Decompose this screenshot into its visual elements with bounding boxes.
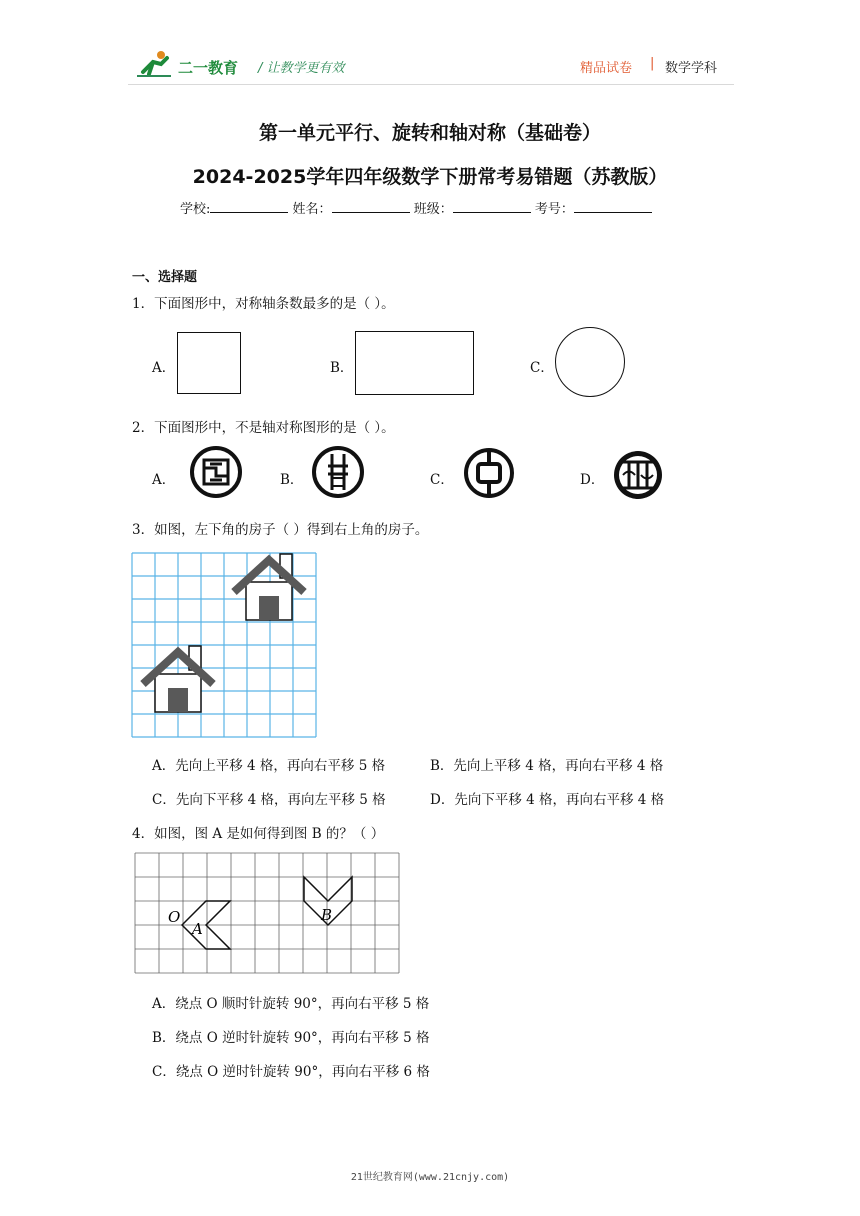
q4-stem: 4．如图，图 A 是如何得到图 B 的？（ ） [132,826,385,842]
lower-house [143,646,213,712]
q1-stem: 1．下面图形中，对称轴条数最多的是（ ）。 [132,296,395,312]
q1-option-c-label: C． [530,360,554,376]
q2-option-a-label: A． [152,472,176,488]
q2-option-d-label: D． [580,472,605,488]
page-subtitle: 2024-2025学年四年级数学下册常考易错题（苏教版） [192,166,668,188]
name-field[interactable] [332,200,410,213]
page-footer: 21世纪教育网(www.21cnjy.com) [350,1172,510,1183]
q2-stem: 2．下面图形中，不是轴对称图形的是（ ）。 [132,420,395,436]
q4-grid-figure [134,852,404,978]
q3-option-b[interactable]: B．先向上平移 4 格，再向右平移 4 格 [430,758,664,774]
page-title: 第一单元平行、旋转和轴对称（基础卷） [258,122,601,144]
header-divider: | [650,56,655,71]
q2-option-b-label: B． [280,472,304,488]
class-field[interactable] [453,200,531,213]
label-o: O [168,908,181,926]
q3-option-a[interactable]: A．先向上平移 4 格，再向右平移 5 格 [152,758,386,774]
q1-option-b-label: B． [330,360,354,376]
q1-rectangle-shape [355,331,474,395]
bank-logo-d-icon [611,448,665,502]
number-field[interactable] [574,200,652,213]
class-label: 班级： [413,202,453,217]
header-rule [128,84,734,85]
bank-logo-a-icon [188,444,244,500]
logo-text: 二一教育 [178,59,239,77]
label-a: A [192,920,203,938]
q3-stem: 3．如图，左下角的房子（ ）得到右上角的房子。 [132,522,429,538]
q1-square-shape [177,332,241,394]
student-info-line [180,198,652,217]
school-label: 学校: [180,202,211,217]
q4-option-b[interactable]: B．绕点 O 逆时针旋转 90°，再向右平移 5 格 [152,1030,430,1046]
label-b: B [321,906,333,924]
q4-option-a[interactable]: A．绕点 O 顺时针旋转 90°，再向右平移 5 格 [152,996,430,1012]
school-field[interactable] [210,200,288,213]
slogan: / 让教学更有效 [258,61,345,76]
premium-label: 精品试卷 [580,61,633,76]
q1-circle-shape [555,327,625,397]
q4-option-c[interactable]: C．绕点 O 逆时针旋转 90°，再向右平移 6 格 [152,1064,430,1080]
header [0,0,860,90]
section-heading: 一、选择题 [132,270,198,285]
number-label: 考号： [534,202,574,217]
q3-option-c[interactable]: C．先向下平移 4 格，再向左平移 5 格 [152,792,386,808]
subject-label: 数学学科 [665,61,718,76]
q3-grid-figure [131,552,317,738]
q2-option-c-label: C． [430,472,454,488]
bank-logo-c-icon [462,446,516,500]
q1-option-a-label: A． [152,360,176,376]
name-label: 姓名： [292,202,332,217]
bank-logo-b-icon [310,444,366,500]
q3-option-d[interactable]: D．先向下平移 4 格，再向右平移 4 格 [430,792,665,808]
logo-runner-icon [135,50,177,78]
